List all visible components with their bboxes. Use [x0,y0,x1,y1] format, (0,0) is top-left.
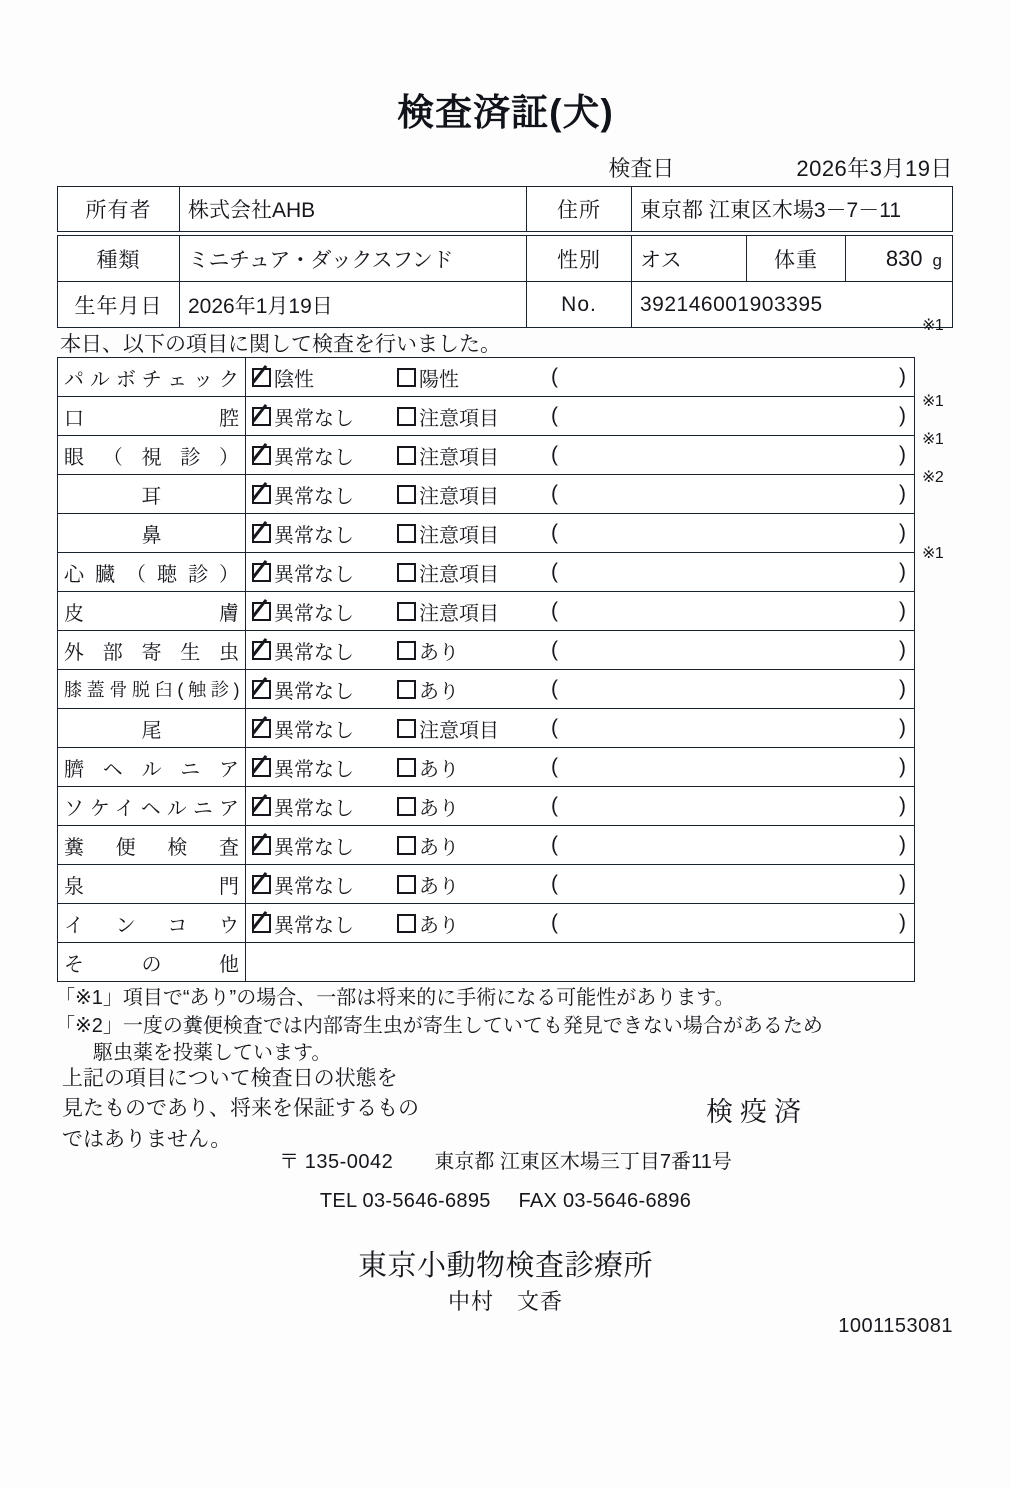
no-label: No. [527,282,632,328]
checkbox-label-normal: 異常なし [274,563,354,586]
checkbox-option-abnormal[interactable] [397,597,547,626]
checklist-item-label: 膝蓋骨脱臼(触診) [58,670,246,709]
checkbox-label-abnormal: 注意項目 [419,446,499,469]
checklist-row [58,514,915,553]
checked-checkbox-icon[interactable] [252,680,271,699]
checkbox-option-normal[interactable] [252,792,397,821]
weight-cell [846,236,953,282]
checked-checkbox-icon[interactable] [252,446,271,465]
checkbox-option-normal[interactable] [252,363,397,392]
remark-close-paren: ) [899,911,906,934]
footnotes [55,985,823,1068]
checklist-row [58,865,915,904]
checklist-item-body [246,592,915,631]
checkbox-icon[interactable] [397,680,416,699]
checkbox-option-normal[interactable] [252,519,397,548]
checklist-item-label: インコウ [58,904,246,943]
address-label: 住所 [527,187,632,232]
footnote-1: 「※1」項目で“あり”の場合、一部は将来的に手術になる可能性があります。 [55,987,735,1009]
checkbox-option-abnormal[interactable] [397,519,547,548]
checkbox-label-abnormal: あり [419,758,459,781]
remark-open-paren: ( [551,443,558,466]
footnote-marker: ※1 [922,545,944,562]
checkbox-option-normal[interactable] [252,714,397,743]
checkbox-option-abnormal[interactable] [397,402,547,431]
checkbox-label-normal: 異常なし [274,758,354,781]
owner-label: 所有者 [58,187,180,232]
remark-close-paren: ) [899,482,906,505]
remark-open-paren: ( [551,833,558,856]
checked-checkbox-icon[interactable] [252,602,271,621]
checkbox-option-normal[interactable] [252,597,397,626]
remark-close-paren: ) [899,716,906,739]
checkbox-option-normal[interactable] [252,870,397,899]
checkbox-label-normal: 異常なし [274,524,354,547]
checkbox-option-normal[interactable] [252,675,397,704]
checklist-item-body [246,475,915,514]
checkbox-option-abnormal[interactable] [397,558,547,587]
footnote-marker: ※1 [922,393,944,410]
checklist-row [58,904,915,943]
checked-checkbox-icon[interactable] [252,719,271,738]
checklist-row [58,553,915,592]
checkbox-icon[interactable] [397,641,416,660]
checkbox-icon[interactable] [397,719,416,738]
animal-table [57,235,953,328]
clinic-name: 東京小動物検査診療所 [357,1250,653,1282]
checkbox-label-abnormal: 注意項目 [419,485,499,508]
checked-checkbox-icon[interactable] [252,524,271,543]
checkbox-option-normal[interactable] [252,558,397,587]
checklist-item-label: 耳 [58,475,246,514]
checkbox-option-abnormal[interactable] [397,636,547,665]
checklist-item-body [246,670,915,709]
checkbox-label-abnormal: あり [419,836,459,859]
weight-label: 体重 [747,236,846,282]
checkbox-icon[interactable] [397,407,416,426]
quarantine-stamp: 検疫済 [706,1097,808,1127]
footnote-2-cont: 駆虫薬を投薬しています。 [93,1042,332,1065]
checkbox-option-abnormal[interactable] [397,363,547,392]
checkbox-label-normal: 異常なし [274,875,354,898]
checklist-item-label: 臍ヘルニア [58,748,246,787]
checklist-item-label: 眼（視診） [58,436,246,475]
checked-checkbox-icon[interactable] [252,875,271,894]
checkbox-label-abnormal: あり [419,641,459,664]
remark-close-paren: ) [899,638,906,661]
checklist-item-label: 心臓（聴診） [58,553,246,592]
checklist-item-body [246,943,915,982]
checklist-row [58,826,915,865]
checklist-item-body [246,358,915,397]
checkbox-option-abnormal[interactable] [397,675,547,704]
checkbox-label-abnormal: あり [419,797,459,820]
remark-open-paren: ( [551,638,558,661]
checklist-row [58,631,915,670]
checkbox-option-abnormal[interactable] [397,714,547,743]
remark-open-paren: ( [551,872,558,895]
remark-close-paren: ) [899,872,906,895]
remark-open-paren: ( [551,365,558,388]
remark-close-paren: ) [899,755,906,778]
checkbox-label-abnormal: 注意項目 [419,524,499,547]
checkbox-label-normal: 異常なし [274,641,354,664]
checkbox-label-normal: 異常なし [274,914,354,937]
disclaimer-line-1: 上記の項目について検査日の状態を [62,1067,398,1090]
clinic-fax: FAX 03-5646-6896 [518,1190,692,1212]
checked-checkbox-icon[interactable] [252,914,271,933]
checklist-row [58,358,915,397]
remark-open-paren: ( [551,755,558,778]
remark-close-paren: ) [899,677,906,700]
doctor-name: 中村 文香 [447,1289,563,1314]
reference-number: 1001153081 [838,1315,953,1337]
checkbox-label-normal: 異常なし [274,485,354,508]
checkbox-icon[interactable] [397,875,416,894]
intro-text: 本日、以下の項目に関して検査を行いました。 [60,333,501,356]
checklist-item-body [246,397,915,436]
checklist-item-body [246,748,915,787]
postal-mark-icon: 〒 [279,1151,300,1173]
checkbox-option-normal[interactable] [252,909,397,938]
owner-value: 株式会社AHB [180,187,527,232]
checklist-row [58,943,915,982]
checked-checkbox-icon[interactable] [252,407,271,426]
checkbox-icon[interactable] [397,563,416,582]
checklist-item-body [246,787,915,826]
footnote-2: 「※2」一度の糞便検査では内部寄生虫が寄生していても発見できない場合があるため [55,1014,823,1037]
checklist-row [58,670,915,709]
checkbox-label-normal: 陰性 [274,368,314,391]
checkbox-option-abnormal[interactable] [397,753,547,782]
checklist-row [58,475,915,514]
checklist-item-label: 鼻 [58,514,246,553]
checkbox-icon[interactable] [397,446,416,465]
exam-date-row [0,152,953,183]
checklist-item-body [246,904,915,943]
checkbox-option-abnormal[interactable] [397,792,547,821]
checklist-item-body [246,553,915,592]
no-value: 392146001903395 [632,282,953,328]
checked-checkbox-icon[interactable] [252,797,271,816]
breed-row [58,236,953,282]
checkbox-option-abnormal[interactable] [397,441,547,470]
clinic-contact-line [0,1190,1011,1213]
remark-open-paren: ( [551,677,558,700]
checklist-item-label: パルボチェック [58,358,246,397]
checkbox-label-normal: 異常なし [274,836,354,859]
checklist-row [58,397,915,436]
remark-close-paren: ) [899,833,906,856]
checkbox-label-normal: 異常なし [274,797,354,820]
checklist-row [58,748,915,787]
checkbox-label-abnormal: 注意項目 [419,407,499,430]
checked-checkbox-icon[interactable] [252,368,271,387]
remark-open-paren: ( [551,521,558,544]
checklist-item-body [246,436,915,475]
checkbox-option-normal[interactable] [252,753,397,782]
weight-unit: g [932,250,942,270]
sex-label: 性別 [527,236,632,282]
checklist-item-body [246,709,915,748]
remark-close-paren: ) [899,404,906,427]
checklist-row [58,709,915,748]
footnote-marker: ※1 [922,431,944,448]
birth-row [58,282,953,328]
checklist-item-label: 皮膚 [58,592,246,631]
checkbox-label-abnormal: あり [419,914,459,937]
checkbox-option-normal[interactable] [252,831,397,860]
checked-checkbox-icon[interactable] [252,563,271,582]
checklist-item-label: ソケイヘルニア [58,787,246,826]
remark-open-paren: ( [551,560,558,583]
remark-close-paren: ) [899,521,906,544]
checklist-row [58,436,915,475]
clinic-address: 東京都 江東区木場三丁目7番11号 [434,1151,732,1173]
checklist-item-label: 口腔 [58,397,246,436]
checkbox-label-normal: 異常なし [274,602,354,625]
remark-open-paren: ( [551,482,558,505]
checkbox-option-normal[interactable] [252,636,397,665]
remark-close-paren: ) [899,560,906,583]
checkbox-label-normal: 異常なし [274,407,354,430]
checkbox-icon[interactable] [397,797,416,816]
remark-close-paren: ) [899,794,906,817]
birth-value: 2026年1月19日 [180,282,527,328]
address-value: 東京都 江東区木場3－7－11 [632,187,953,232]
checklist-item-body [246,631,915,670]
checkbox-option-abnormal[interactable] [397,831,547,860]
checklist-item-label: 尾 [58,709,246,748]
checkbox-icon[interactable] [397,524,416,543]
checkbox-label-normal: 異常なし [274,680,354,703]
remark-close-paren: ) [899,599,906,622]
checklist-row [58,592,915,631]
checkbox-icon[interactable] [397,836,416,855]
birth-label: 生年月日 [58,282,180,328]
checklist-item-body [246,826,915,865]
checkbox-option-normal[interactable] [252,402,397,431]
checked-checkbox-icon[interactable] [252,836,271,855]
weight-value: 830 [885,245,923,271]
breed-value: ミニチュア・ダックスフンド [180,236,527,282]
remark-open-paren: ( [551,404,558,427]
checklist-table [57,357,915,982]
sex-value: オス [632,236,747,282]
checkbox-label-abnormal: あり [419,680,459,703]
remark-open-paren: ( [551,911,558,934]
checkbox-option-normal[interactable] [252,441,397,470]
checked-checkbox-icon[interactable] [252,758,271,777]
checklist-item-label: その他 [58,943,246,982]
checkbox-option-abnormal[interactable] [397,909,547,938]
checkbox-label-abnormal: あり [419,875,459,898]
checklist-row [58,787,915,826]
remark-close-paren: ) [899,365,906,388]
breed-label: 種類 [58,236,180,282]
footnote-marker: ※2 [922,469,944,486]
checkbox-label-abnormal: 陽性 [419,368,459,391]
exam-date-value: 2026年3月19日 [796,156,953,181]
page-title: 検査済証(犬) [397,92,614,133]
checklist-item-label: 糞便検査 [58,826,246,865]
checklist-item-body [246,865,915,904]
footnote-marker: ※1 [922,317,944,334]
checkbox-label-abnormal: 注意項目 [419,563,499,586]
checkbox-label-normal: 異常なし [274,719,354,742]
checkbox-icon[interactable] [397,758,416,777]
checklist-item-label: 泉門 [58,865,246,904]
remark-open-paren: ( [551,599,558,622]
disclaimer-line-3: ではありません。 [62,1127,232,1151]
remark-close-paren: ) [899,443,906,466]
disclaimer-line-2: 見たものであり、将来を保証するもの [62,1097,419,1121]
checkbox-icon[interactable] [397,602,416,621]
remark-open-paren: ( [551,794,558,817]
exam-date-label: 検査日 [608,156,675,181]
checkbox-icon[interactable] [397,368,416,387]
checkbox-option-abnormal[interactable] [397,870,547,899]
clinic-tel: TEL 03-5646-6895 [319,1190,491,1212]
disclaimer [62,1064,419,1155]
checkbox-label-abnormal: 注意項目 [419,719,499,742]
postal-code: 135-0042 [304,1151,394,1173]
checkbox-option-abnormal[interactable] [397,480,547,509]
owner-table [57,186,953,232]
checkbox-icon[interactable] [397,914,416,933]
checkbox-label-abnormal: 注意項目 [419,602,499,625]
checkbox-icon[interactable] [397,485,416,504]
checkbox-option-normal[interactable] [252,480,397,509]
checklist-item-body [246,514,915,553]
remark-open-paren: ( [551,716,558,739]
checked-checkbox-icon[interactable] [252,641,271,660]
owner-row [58,187,953,232]
checkbox-label-normal: 異常なし [274,446,354,469]
checklist-item-label: 外部寄生虫 [58,631,246,670]
checked-checkbox-icon[interactable] [252,485,271,504]
clinic-address-line [0,1145,1011,1174]
